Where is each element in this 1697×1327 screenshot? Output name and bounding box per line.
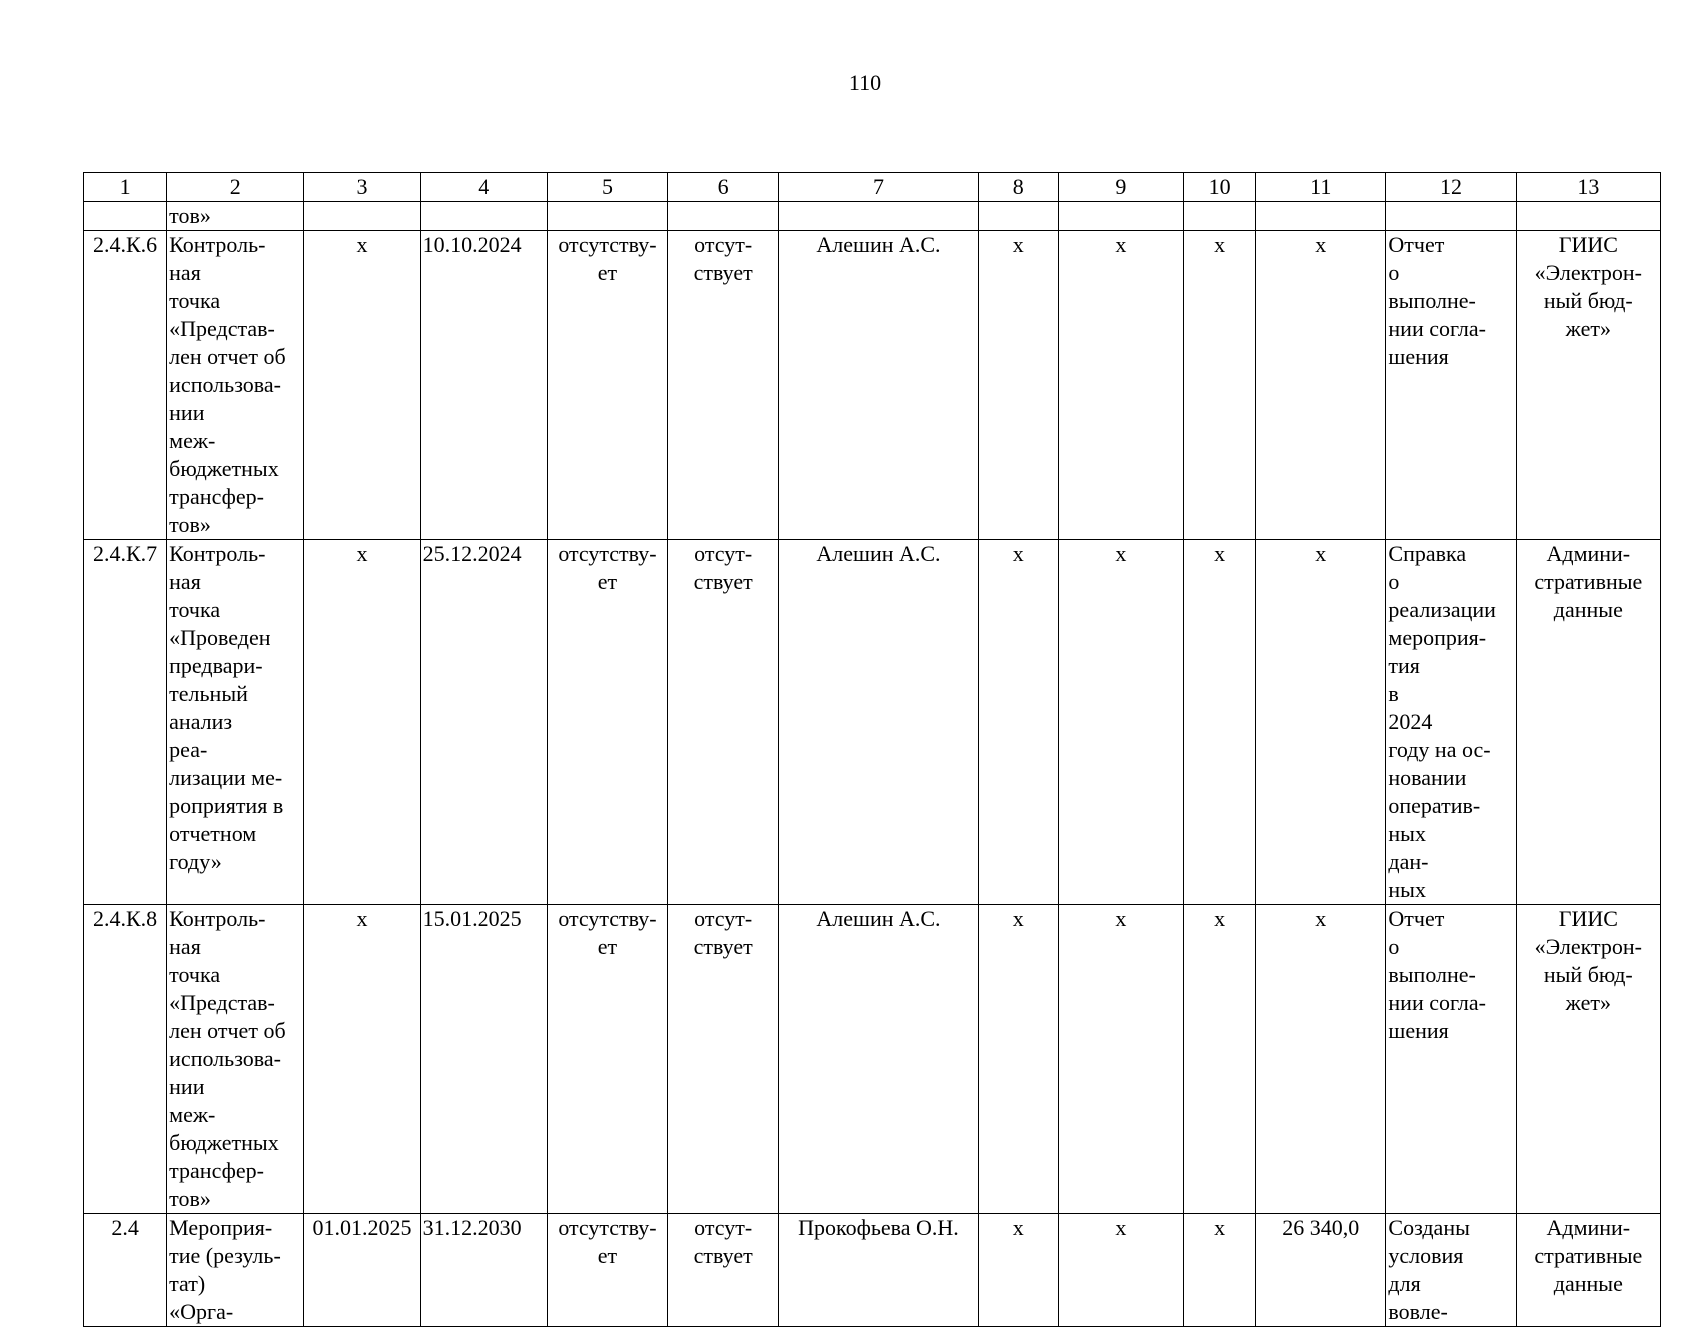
header-cell: 3 [304, 173, 420, 202]
cell-c5: отсутству- ет [547, 905, 667, 1214]
header-cell: 8 [978, 173, 1058, 202]
cell-result: Созданы условия для вовле- [1386, 1214, 1516, 1327]
cell-responsible: Прокофьева О.Н. [779, 1214, 978, 1327]
cell-c6: отсут- ствует [668, 905, 779, 1214]
continuation-text: тов» [167, 202, 304, 231]
header-cell: 13 [1516, 173, 1660, 202]
cell-date: 25.12.2024 [420, 540, 547, 905]
cell-c5: отсутству- ет [547, 1214, 667, 1327]
cell-c8: x [978, 231, 1058, 540]
table-row [84, 1214, 1661, 1327]
cell-c6: отсут- ствует [668, 540, 779, 905]
header-row [84, 173, 1661, 202]
table-cell [1184, 202, 1256, 231]
row-name: Контроль- ная точка «Проведен предвари- тельный анализ реа- лизации ме- роприятия в отчетном году» [167, 540, 304, 905]
cell-c3: x [304, 540, 420, 905]
cell-c3: x [304, 231, 420, 540]
cell-responsible: Алешин А.С. [779, 540, 978, 905]
cell-c8: x [978, 540, 1058, 905]
cell-c9: x [1058, 1214, 1183, 1327]
cell-c10: x [1184, 905, 1256, 1214]
cell-result: Отчет о выполне- нии согла- шения [1386, 905, 1516, 1214]
row-id: 2.4 [84, 1214, 167, 1327]
cell-c10: x [1184, 1214, 1256, 1327]
row-name: Контроль- ная точка «Представ- лен отчет об использова- нии меж- бюджетных трансфер- тов» [167, 905, 304, 1214]
cell-c11: x [1256, 231, 1386, 540]
table-row [84, 231, 1661, 540]
cell-date: 10.10.2024 [420, 231, 547, 540]
table-cell [1386, 202, 1516, 231]
continuation-row [84, 202, 1661, 231]
cell-source: ГИИС «Электрон- ный бюд- жет» [1516, 231, 1660, 540]
row-name: Контроль- ная точка «Представ- лен отчет об использова- нии меж- бюджетных трансфер- тов» [167, 231, 304, 540]
cell-source: ГИИС «Электрон- ный бюд- жет» [1516, 905, 1660, 1214]
row-id: 2.4.К.7 [84, 540, 167, 905]
cell-responsible: Алешин А.С. [779, 905, 978, 1214]
table-cell [420, 202, 547, 231]
row-id: 2.4.К.8 [84, 905, 167, 1214]
cell-c10: x [1184, 540, 1256, 905]
cell-c11: x [1256, 540, 1386, 905]
cell-result: Отчет о выполне- нии согла- шения [1386, 231, 1516, 540]
plan-table [83, 172, 1661, 1327]
cell-c5: отсутству- ет [547, 540, 667, 905]
cell-c9: x [1058, 905, 1183, 1214]
table-cell [1516, 202, 1660, 231]
cell-c9: x [1058, 540, 1183, 905]
cell-c6: отсут- ствует [668, 231, 779, 540]
table-cell [547, 202, 667, 231]
header-cell: 12 [1386, 173, 1516, 202]
table-cell [668, 202, 779, 231]
row-id: 2.4.К.6 [84, 231, 167, 540]
header-cell: 5 [547, 173, 667, 202]
header-cell: 1 [84, 173, 167, 202]
table-cell [978, 202, 1058, 231]
table-cell [779, 202, 978, 231]
cell-c8: x [978, 905, 1058, 1214]
cell-c5: отсутству- ет [547, 231, 667, 540]
header-cell: 11 [1256, 173, 1386, 202]
row-name: Мероприя- тие (резуль- тат) «Орга- [167, 1214, 304, 1327]
table-cell [304, 202, 420, 231]
cell-amount: 26 340,0 [1256, 1214, 1386, 1327]
header-cell: 10 [1184, 173, 1256, 202]
cell-result: Справка о реализации мероприя- тия в 2024 году на ос- новании оператив- ных дан- ных [1386, 540, 1516, 905]
table-row [84, 905, 1661, 1214]
table-cell [1256, 202, 1386, 231]
cell-c11: x [1256, 905, 1386, 1214]
cell-responsible: Алешин А.С. [779, 231, 978, 540]
cell-date: 15.01.2025 [420, 905, 547, 1214]
cell-date: 31.12.2030 [420, 1214, 547, 1327]
table-cell [84, 202, 167, 231]
cell-c10: x [1184, 231, 1256, 540]
page-number: 110 [848, 70, 882, 95]
cell-source: Админи- стративные данные [1516, 1214, 1660, 1327]
table-row [84, 540, 1661, 905]
cell-c9: x [1058, 231, 1183, 540]
header-cell: 2 [167, 173, 304, 202]
header-cell: 4 [420, 173, 547, 202]
cell-source: Админи- стративные данные [1516, 540, 1660, 905]
cell-c3: x [304, 905, 420, 1214]
header-cell: 9 [1058, 173, 1183, 202]
header-cell: 6 [668, 173, 779, 202]
cell-c6: отсут- ствует [668, 1214, 779, 1327]
table-cell [1058, 202, 1183, 231]
cell-date-start: 01.01.2025 [304, 1214, 420, 1327]
cell-c8: x [978, 1214, 1058, 1327]
header-cell: 7 [779, 173, 978, 202]
